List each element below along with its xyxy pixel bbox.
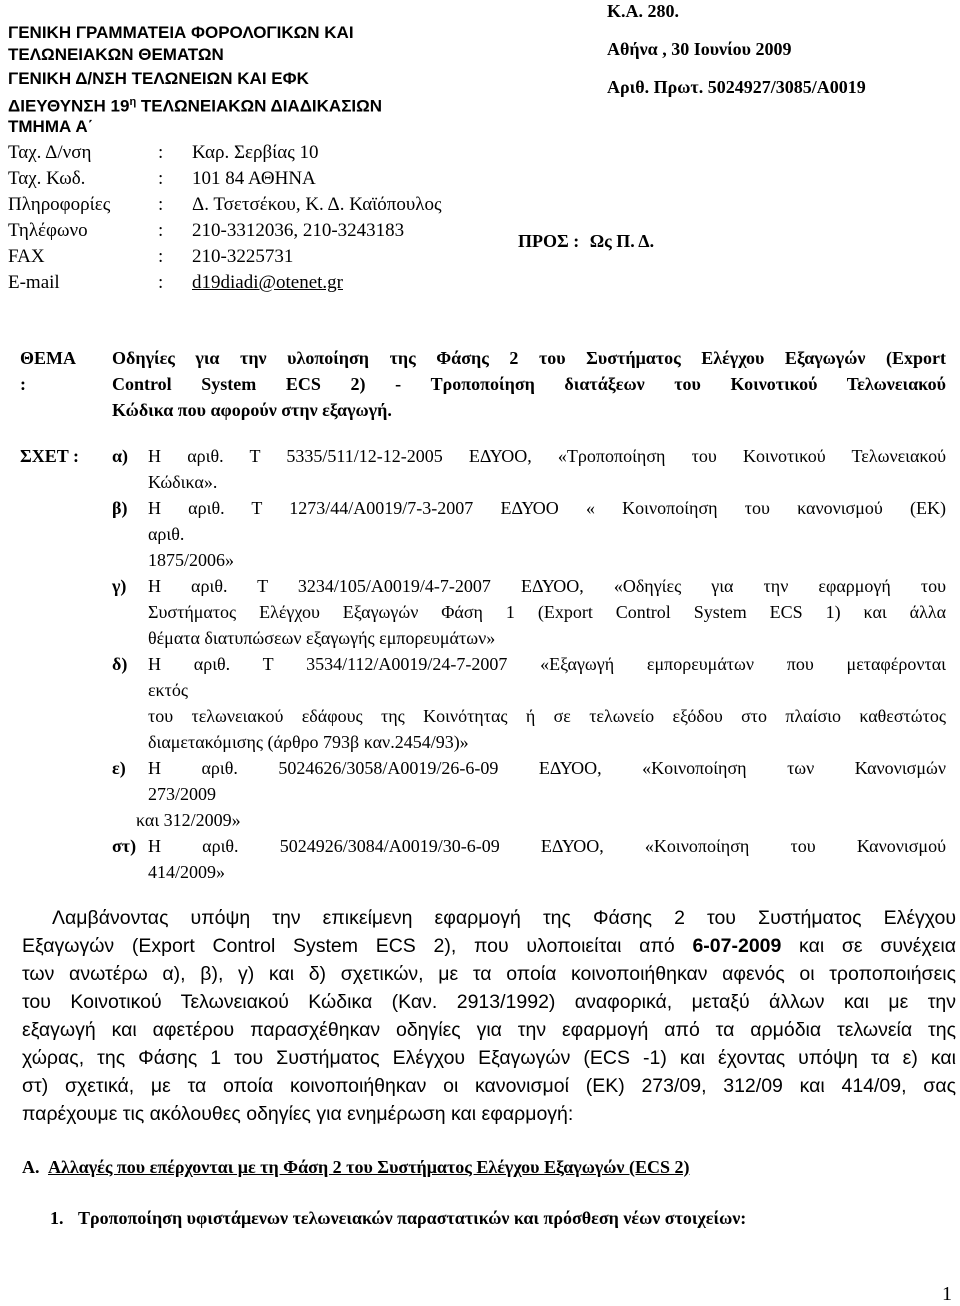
- item-1-marker: 1.: [50, 1208, 64, 1228]
- reference-marker: δ): [112, 654, 128, 674]
- reference-marker: β): [112, 498, 128, 518]
- contact-colon: :: [158, 168, 164, 189]
- reference-line: Κώδικα».: [148, 472, 218, 492]
- contact-label: Ταχ. Κωδ.: [8, 168, 86, 189]
- section-a-heading: [22, 1155, 689, 1179]
- body-paragraph: [22, 904, 956, 1128]
- contact-row-phone: [8, 218, 442, 244]
- contact-value: 101 84 ΑΘΗΝΑ: [192, 168, 316, 189]
- ka-code: Κ.Α. 280.: [607, 1, 679, 21]
- body-line: χώρας, της Φάσης 1 του Συστήματος Ελέγχου Εξαγωγών (ECS -1) και έχοντας υπόψη τα ε) και: [22, 1047, 956, 1069]
- reference-f: [112, 833, 946, 885]
- reference-line: Η αριθ. 5024926/3084/Α0019/30-6-09 ΕΔΥΟΟ, «Κοινοποίηση του Κανονισμού: [148, 836, 946, 856]
- reference-a: [112, 443, 946, 495]
- recipient-value: Ως Π. Δ.: [589, 231, 655, 251]
- contact-value: 210-3225731: [192, 246, 294, 267]
- org-line-4: [8, 92, 382, 117]
- contact-label: Πληροφορίες: [8, 194, 111, 215]
- reference-marker: γ): [112, 576, 127, 596]
- contact-colon: :: [158, 272, 164, 293]
- contact-row-email: [8, 270, 442, 296]
- body-line: παρέχουμε τις ακόλουθες οδηγίες για ενημέρωση και εφαρμογή:: [22, 1103, 574, 1125]
- email-link[interactable]: d19diadi@otenet.gr: [192, 272, 343, 293]
- contact-row-address: [8, 140, 442, 166]
- reference-c: [112, 573, 946, 651]
- contact-label: Τηλέφωνο: [8, 220, 88, 241]
- org-line-5: ΤΜΗΜΑ Α΄: [8, 117, 94, 136]
- reference-marker: α): [112, 446, 129, 466]
- contact-row-postcode: [8, 166, 442, 192]
- reference-line: διαμετακόμισης (άρθρο 793β καν.2454/93)»: [148, 732, 469, 752]
- subject-colon: :: [20, 374, 26, 394]
- body-line: στ) σχετικά, με τα οποία κοινοποιήθηκαν οι κανονισμοί (ΕΚ) 273/09, 312/09 και 414/09, σας: [22, 1075, 956, 1097]
- contact-colon: :: [158, 142, 164, 163]
- reference-line: Η αριθ. Τ 1273/44/Α0019/7-3-2007 ΕΔΥΟΟ « Κοινοποίηση του κανονισμού (ΕΚ): [148, 498, 946, 518]
- reference-line: Η αριθ. Τ 5335/511/12-12-2005 ΕΔΥΟΟ, «Τροποποίηση του Κοινοτικού Τελωνειακού: [148, 446, 946, 466]
- reference-line: Η αριθ. Τ 3234/105/Α0019/4-7-2007 ΕΔΥΟΟ, «Οδηγίες για την εφαρμογή του: [148, 576, 946, 596]
- reference-line: 273/2009: [148, 784, 217, 804]
- contact-colon: :: [158, 246, 164, 267]
- contact-value: Δ. Τσετσέκου, Κ. Δ. Καϊόπουλος: [192, 194, 442, 215]
- reference-line: και 312/2009»: [136, 810, 241, 830]
- org-line-4-text: ΔΙΕΥΘΥΝΣΗ 19: [8, 96, 130, 116]
- contact-label: FAX: [8, 246, 45, 267]
- recipient-label: ΠΡΟΣ :: [518, 231, 580, 251]
- contact-row-fax: [8, 244, 442, 270]
- start-date: 6-07-2009: [692, 935, 782, 957]
- document-date: Αθήνα , 30 Ιουνίου 2009: [607, 39, 792, 59]
- reference-b: [112, 495, 946, 573]
- contact-colon: :: [158, 194, 164, 215]
- item-1-title: Τροποποίηση υφιστάμενων τελωνειακών παραστατικών και πρόσθεση νέων στοιχείων:: [78, 1208, 747, 1228]
- reference-line: εκτός: [148, 680, 188, 700]
- reference-line: αριθ.: [148, 524, 185, 544]
- subject-text: [112, 345, 946, 423]
- reference-e: [112, 755, 946, 833]
- reference-marker: στ): [112, 836, 137, 856]
- contact-block: [8, 140, 442, 296]
- subject-line: Οδηγίες για την υλοποίηση της Φάσης 2 του Συστήματος Ελέγχου Εξαγωγών (Export: [112, 348, 946, 368]
- contact-label: E-mail: [8, 272, 60, 293]
- references-label: ΣΧΕΤ :: [20, 446, 79, 466]
- subject-line: Control System ECS 2) - Τροποποίηση διατάξεων του Κοινοτικού Τελωνειακού: [112, 374, 946, 394]
- section-a-title: Αλλαγές που επέρχονται με τη Φάση 2 του Συστήματος Ελέγχου Εξαγωγών (ECS 2): [48, 1157, 690, 1177]
- reference-marker: ε): [112, 758, 126, 778]
- reference-d: [112, 651, 946, 755]
- subject-label: ΘΕΜΑ: [20, 348, 76, 368]
- reference-line: Η αριθ. Τ 3534/112/Α0019/24-7-2007 «Εξαγωγή εμπορευμάτων που μεταφέρονται: [148, 654, 946, 674]
- page-number: 1: [942, 1283, 952, 1305]
- contact-value: 210-3312036, 210-3243183: [192, 220, 405, 241]
- body-line: Λαμβάνοντας υπόψη την επικείμενη εφαρμογή της Φάσης 2 του Συστήματος Ελέγχου: [52, 907, 956, 929]
- reference-line: 1875/2006»: [148, 550, 235, 570]
- contact-row-info: [8, 192, 442, 218]
- reference-line: θέματα διατυπώσεων εξαγωγής εμπορευμάτων»: [148, 628, 496, 648]
- contact-colon: :: [158, 220, 164, 241]
- org-line-2: ΤΕΛΩΝΕΙΑΚΩΝ ΘΕΜΑΤΩΝ: [8, 45, 224, 64]
- org-line-1: ΓΕΝΙΚΗ ΓΡΑΜΜΑΤΕΙΑ ΦΟΡΟΛΟΓΙΚΩΝ ΚΑΙ: [8, 23, 354, 42]
- contact-value: Καρ. Σερβίας 10: [192, 142, 319, 163]
- reference-line: Η αριθ. 5024626/3058/Α0019/26-6-09 ΕΔΥΟΟ, «Κοινοποίηση των Κανονισμών: [148, 758, 946, 778]
- reference-line: Συστήματος Ελέγχου Εξαγωγών Φάση 1 (Export Control System ECS 1) και άλλα: [148, 602, 946, 622]
- reference-line: 414/2009»: [148, 862, 226, 882]
- protocol-number: Αριθ. Πρωτ. 5024927/3085/Α0019: [607, 77, 866, 97]
- reference-line: του τελωνειακού εδάφους της Κοινότητας ή σε τελωνείο εξόδου στο πλαίσιο καθεστώτος: [148, 706, 946, 726]
- item-1-heading: [50, 1206, 746, 1230]
- org-line-4-sup: η: [129, 96, 137, 108]
- recipient: [518, 230, 654, 252]
- body-line: του Κοινοτικού Τελωνειακού Κώδικα (Καν. 2913/1992) αναφορικά, μεταξύ άλλων και με την: [22, 991, 956, 1013]
- body-line: των ανωτέρω α), β), γ) και δ) σχετικών, με τα οποία κοινοποιήθηκαν αφενός οι τροποποιήσεις: [22, 963, 956, 985]
- subject-line: Κώδικα που αφορούν στην εξαγωγή.: [112, 400, 392, 420]
- body-line: Εξαγωγών (Export Control System ECS 2), που υλοποιείται από 6-07-2009 και σε συνέχεια: [22, 935, 956, 957]
- contact-label: Ταχ. Δ/νση: [8, 142, 92, 163]
- org-line-3: ΓΕΝΙΚΗ Δ/ΝΣΗ ΤΕΛΩΝΕΙΩΝ ΚΑΙ ΕΦΚ: [8, 69, 309, 88]
- section-a-marker: Α.: [22, 1157, 40, 1177]
- org-line-4-rest: ΤΕΛΩΝΕΙΑΚΩΝ ΔΙΑΔΙΚΑΣΙΩΝ: [136, 96, 383, 116]
- body-line: εξαγωγή και αφετέρου παρασχέθηκαν οδηγίες για την εφαρμογή από τα αρμόδια τελωνεία της: [22, 1019, 956, 1041]
